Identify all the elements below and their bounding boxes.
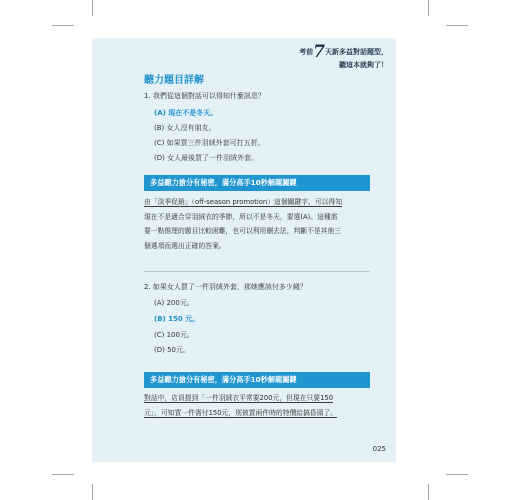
question-2: 2. 如果女人買了一件羽絨外套，那她應該付多少錢？ bbox=[144, 283, 307, 291]
crop-mark bbox=[446, 474, 468, 475]
q2-tip-line-1: 對話中，店員提到「一件羽絨衣平常要200元，但現在只要150 bbox=[144, 394, 334, 402]
q1-option-a: (A) 現在不是冬天。 bbox=[154, 109, 218, 117]
q2-option-b: (B) 150 元。 bbox=[154, 315, 200, 323]
q1-option-c: (C) 如果買三件羽絨外套可打五折。 bbox=[154, 139, 265, 147]
crop-mark bbox=[52, 25, 74, 26]
page bbox=[92, 38, 396, 462]
q2-tip-line-2: 元」，可知買一件需付150元，別被買兩件時的特價給搞昏頭了。 bbox=[144, 408, 338, 417]
q2-option-a: (A) 200元。 bbox=[154, 299, 194, 307]
question-1: 1. 我們從這個對話可以得知什麼訊息？ bbox=[144, 92, 265, 100]
q2-tip-line bbox=[144, 391, 370, 406]
q1-tip-line-2: 現在不是適合穿羽絨衣的季節，所以不是冬天，要選(A)。這種需 bbox=[144, 212, 338, 221]
q1-option-d: (D) 女人最後買了一件羽絨外套。 bbox=[154, 154, 259, 162]
q2-tip-body bbox=[144, 391, 370, 420]
q1-tip-line-1: 由「淡季促銷」（off-season promotion）這個關鍵字，可以得知 bbox=[144, 198, 343, 206]
q1-option-b: (B) 女人沒有朋友。 bbox=[154, 124, 216, 132]
q1-tip-line bbox=[144, 210, 370, 225]
header-line1 bbox=[299, 42, 388, 62]
crop-mark bbox=[52, 474, 74, 475]
page-number: 025 bbox=[372, 445, 386, 453]
q1-tip-line bbox=[144, 195, 370, 210]
section-divider bbox=[144, 271, 370, 272]
crop-mark bbox=[428, 0, 429, 16]
q1-tip-body bbox=[144, 195, 370, 253]
q2-option-c: (C) 100元。 bbox=[154, 331, 194, 339]
q1-tip-line-4: 個選項而選出正確的答案。 bbox=[144, 241, 226, 250]
section-title: 聽力題目詳解 bbox=[144, 75, 204, 86]
header-suffix: 天新多益對話題型， bbox=[325, 48, 388, 56]
crop-mark bbox=[446, 25, 468, 26]
header-seven: 7 bbox=[313, 42, 325, 62]
q1-tip-title: 多益聽力搶分有秘密，滿分高手10秒解題關鍵 bbox=[144, 175, 370, 191]
q2-option-d: (D) 50元。 bbox=[154, 346, 190, 354]
running-header bbox=[299, 42, 388, 70]
q1-tip-line-3: 要一點推理的題目比較困難，也可以利用刪去法，判斷不是其他三 bbox=[144, 227, 342, 235]
q2-tip-title: 多益聽力搶分有秘密，滿分高手10秒解題關鍵 bbox=[144, 372, 370, 388]
header-prefix: 考前 bbox=[299, 48, 314, 56]
q1-tip-line bbox=[144, 224, 370, 239]
crop-mark bbox=[92, 484, 93, 500]
header-line2: 聽這本就夠了！ bbox=[339, 61, 388, 69]
crop-mark bbox=[92, 0, 93, 16]
crop-mark bbox=[428, 484, 429, 500]
q2-tip-line bbox=[144, 406, 370, 421]
q1-tip-line bbox=[144, 239, 370, 254]
